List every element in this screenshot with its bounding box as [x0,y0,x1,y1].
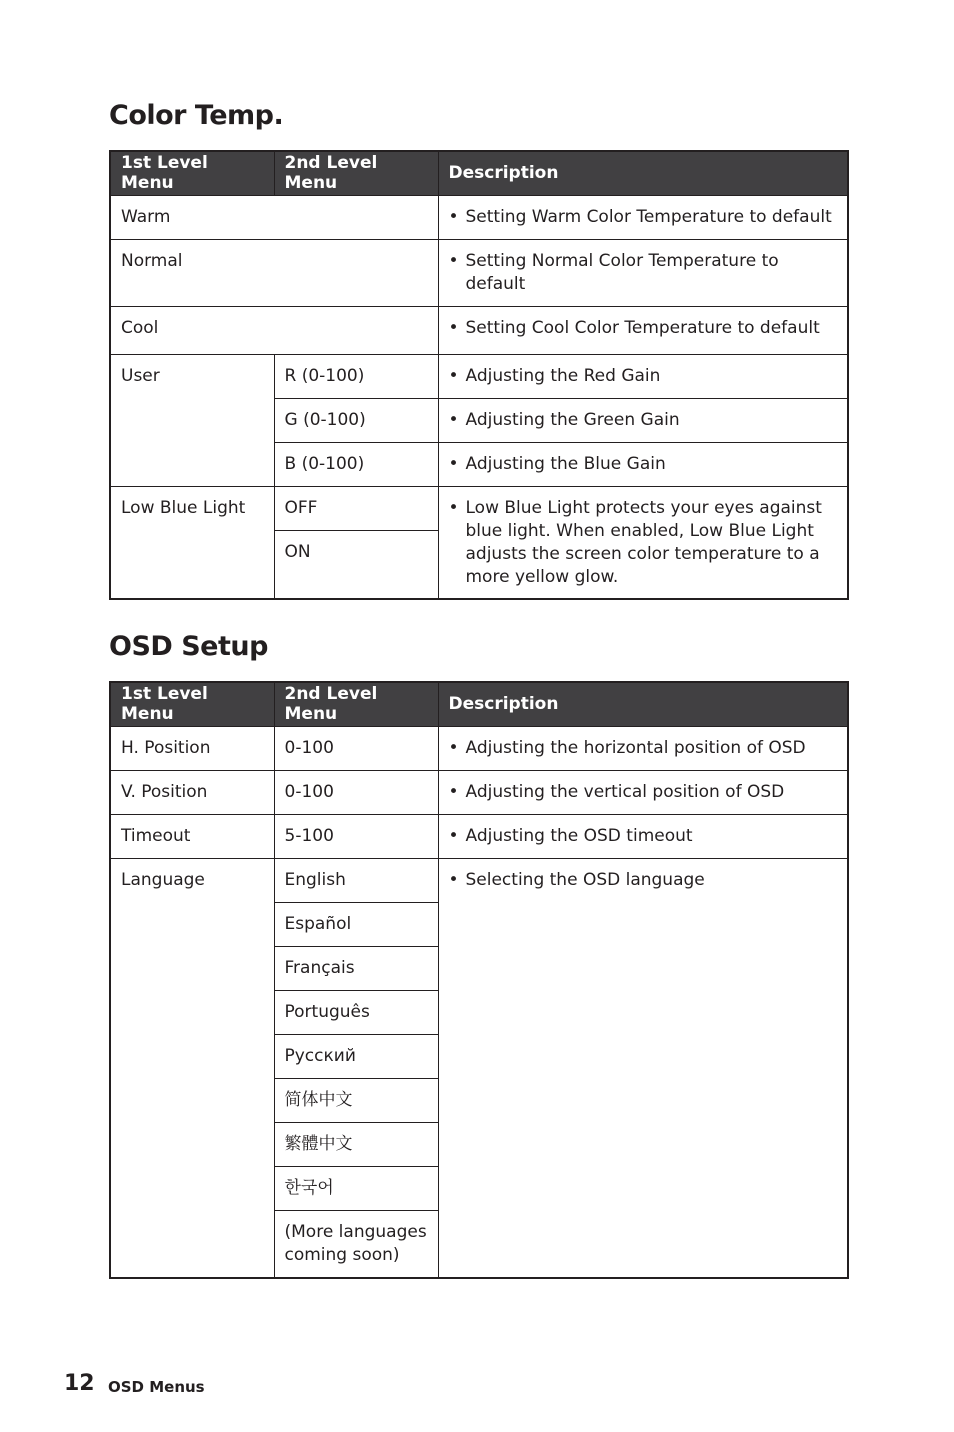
description-cell [438,195,848,239]
table-row [110,858,848,902]
bullet: • [448,365,459,386]
submenu-off: OFF [274,486,438,530]
bullet: • [448,453,459,474]
description-cell [438,354,848,398]
osd-setup-table [109,681,849,1279]
description-text: Selecting the OSD language [465,869,705,890]
table-row [110,354,848,398]
description-cell [438,306,848,354]
table-row [110,814,848,858]
description-cell [438,726,848,770]
osd-setup-title: OSD Setup [109,631,268,662]
header-level2: 2nd Level Menu [274,151,438,195]
description-text: Adjusting the horizontal position of OSD [465,737,806,758]
table-row [110,486,848,530]
language-option: (More languages coming soon) [274,1210,438,1278]
header-description: Description [438,682,848,726]
menu-v-position: V. Position [110,770,274,814]
menu-warm: Warm [110,195,438,239]
language-option: Français [274,946,438,990]
table-row [110,195,848,239]
menu-normal: Normal [110,239,438,306]
menu-cool: Cool [110,306,438,354]
table-row [110,306,848,354]
menu-user: User [110,354,274,486]
table-row [110,770,848,814]
submenu-g: G (0-100) [274,398,438,442]
bullet: • [448,781,459,802]
header-level1: 1st Level Menu [110,151,274,195]
language-option: 简体中文 [274,1078,438,1122]
footer-section-label: OSD Menus [108,1378,205,1396]
description-text: Setting Cool Color Temperature to default [465,317,820,338]
menu-h-position: H. Position [110,726,274,770]
menu-timeout: Timeout [110,814,274,858]
language-option: Español [274,902,438,946]
menu-language: Language [110,858,274,1278]
language-option: Português [274,990,438,1034]
description-text: Adjusting the Red Gain [465,365,661,386]
table-row [110,239,848,306]
submenu-b: B (0-100) [274,442,438,486]
description-cell [438,770,848,814]
bullet: • [448,317,459,338]
language-option: English [274,858,438,902]
table-header-row [110,682,848,726]
description-cell [438,814,848,858]
language-option: 한국어 [274,1166,438,1210]
bullet: • [448,737,459,758]
description-text: Setting Normal Color Temperature to default [465,250,779,294]
header-level2: 2nd Level Menu [274,682,438,726]
description-text: Adjusting the Green Gain [465,409,680,430]
submenu-h-range: 0-100 [274,726,438,770]
description-text: Adjusting the Blue Gain [465,453,666,474]
description-text: Adjusting the vertical position of OSD [465,781,785,802]
header-level1: 1st Level Menu [110,682,274,726]
description-cell [438,239,848,306]
language-option: 繁體中文 [274,1122,438,1166]
menu-low-blue-light: Low Blue Light [110,486,274,599]
bullet: • [448,409,459,430]
bullet: • [448,825,459,846]
language-option: Русский [274,1034,438,1078]
description-text: Low Blue Light protects your eyes against blue light. When enabled, Low Blue Light adjusts the screen color temperature to a more yellow glow. [465,497,822,587]
header-description: Description [438,151,848,195]
table-header-row [110,151,848,195]
bullet: • [448,206,459,227]
table-row [110,726,848,770]
submenu-timeout-range: 5-100 [274,814,438,858]
description-text: Adjusting the OSD timeout [465,825,693,846]
page-number: 12 [64,1371,95,1396]
bullet: • [448,497,459,518]
description-text: Setting Warm Color Temperature to default [465,206,832,227]
description-cell [438,486,848,599]
submenu-v-range: 0-100 [274,770,438,814]
submenu-r: R (0-100) [274,354,438,398]
description-cell [438,858,848,1278]
color-temp-title: Color Temp. [109,100,284,131]
submenu-on: ON [274,530,438,598]
bullet: • [448,250,459,271]
description-cell [438,442,848,486]
bullet: • [448,869,459,890]
description-cell [438,398,848,442]
color-temp-table [109,150,849,600]
